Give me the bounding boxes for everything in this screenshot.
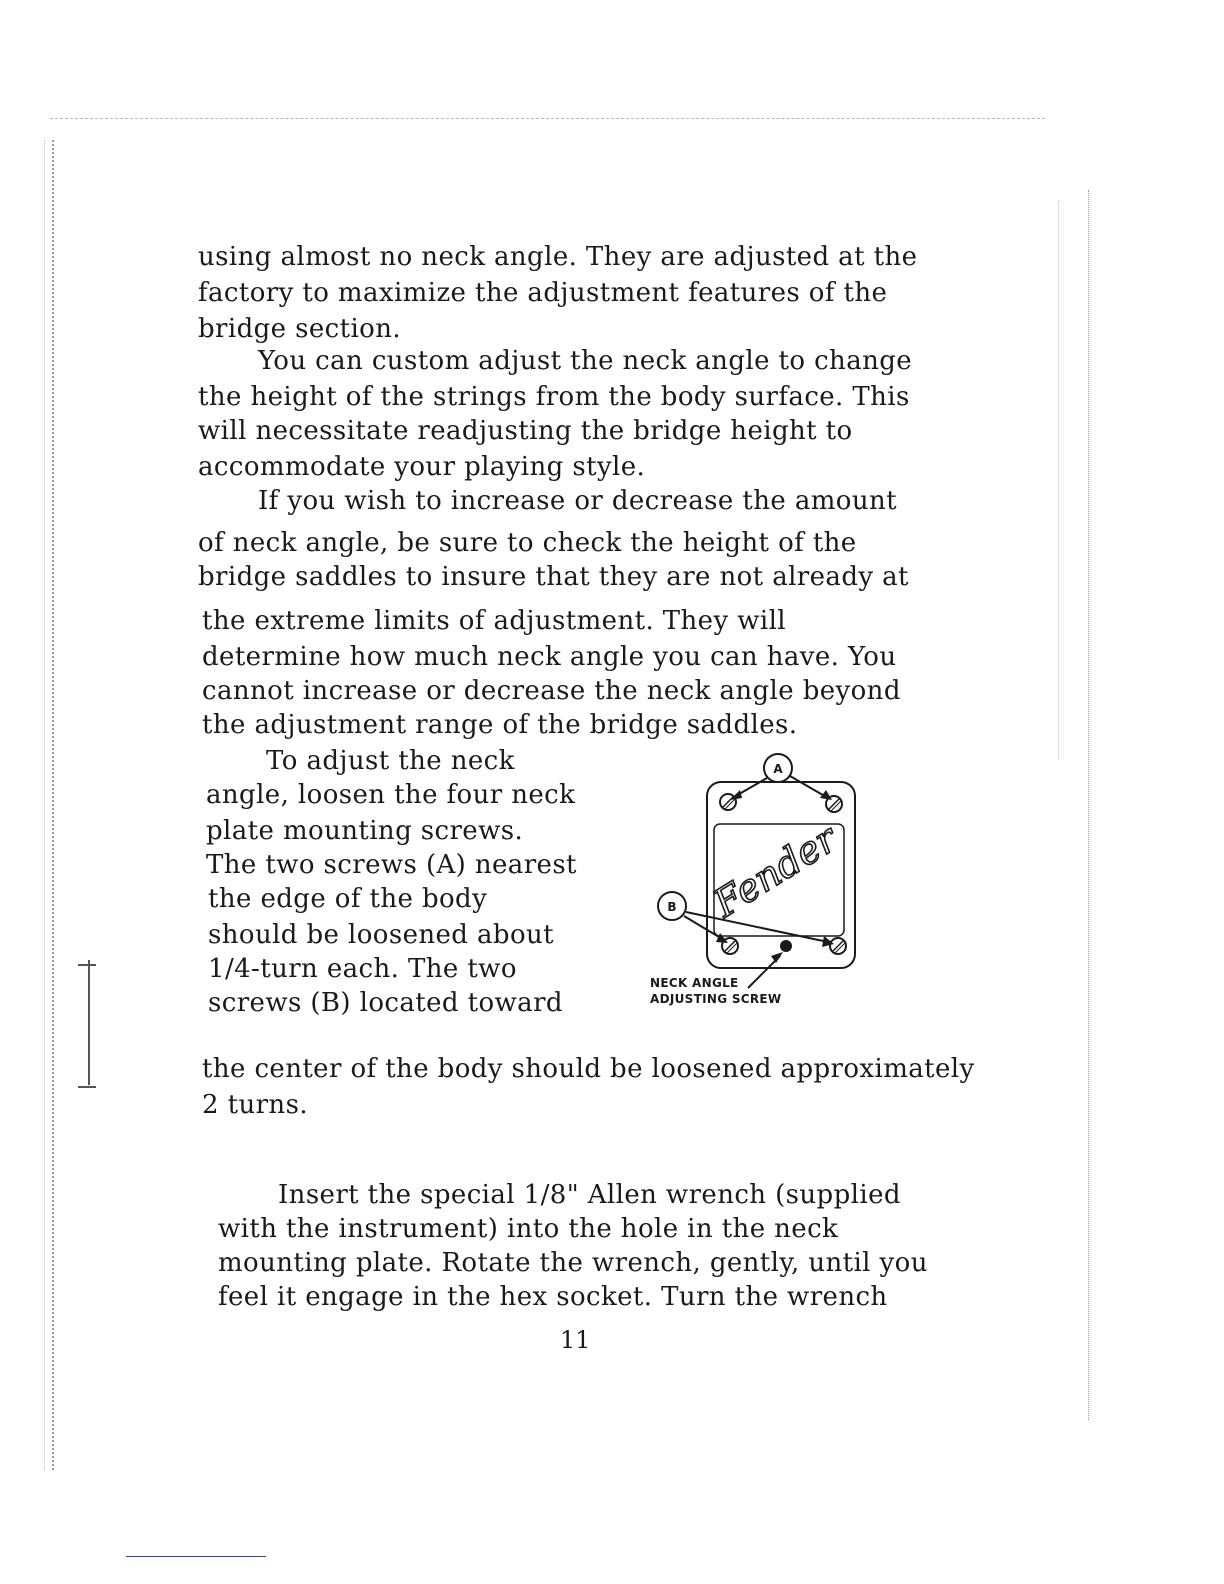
text-line: bridge saddles to insure that they are not already at bbox=[198, 562, 909, 592]
scan-edge-left bbox=[52, 140, 54, 1470]
bottom-rule bbox=[126, 1556, 266, 1557]
text-line: using almost no neck angle. They are adjusted at the bbox=[198, 242, 918, 272]
text-line: mounting plate. Rotate the wrench, gently, until you bbox=[218, 1248, 928, 1278]
fender-logo-text: Fender bbox=[705, 816, 845, 926]
scan-edge-right bbox=[1088, 190, 1089, 1420]
text-line: 2 turns. bbox=[202, 1090, 308, 1120]
text-line: the height of the strings from the body surface. This bbox=[198, 382, 910, 412]
text-line: cannot increase or decrease the neck angle beyond bbox=[202, 676, 901, 706]
text-line: screws (B) located toward bbox=[208, 988, 563, 1018]
text-line: factory to maximize the adjustment features of the bbox=[198, 278, 888, 308]
text-line: Insert the special 1/8" Allen wrench (supplied bbox=[278, 1180, 901, 1210]
screw-bottom-right bbox=[830, 938, 846, 954]
scan-edge-top bbox=[50, 118, 1045, 119]
text-line: feel it engage in the hex socket. Turn the wrench bbox=[218, 1282, 888, 1312]
text-line: the center of the body should be loosened approximately bbox=[202, 1054, 975, 1084]
text-line: of neck angle, be sure to check the height of the bbox=[198, 528, 857, 558]
scan-edge-left-shadow bbox=[44, 140, 45, 1470]
diagram-caption-line2: ADJUSTING SCREW bbox=[650, 992, 782, 1006]
text-line: The two screws (A) nearest bbox=[206, 850, 577, 880]
fender-logo bbox=[705, 815, 847, 927]
binder-mark bbox=[88, 960, 90, 1085]
arrowhead-adjusting-screw bbox=[771, 952, 783, 963]
callout-b-label: B bbox=[667, 900, 677, 914]
text-line: the extreme limits of adjustment. They will bbox=[202, 606, 786, 636]
diagram-caption-line1: NECK ANGLE bbox=[650, 976, 739, 990]
text-line: 1/4-turn each. The two bbox=[208, 954, 517, 984]
text-line: You can custom adjust the neck angle to change bbox=[258, 346, 913, 376]
binder-tick-bottom bbox=[78, 1086, 96, 1088]
text-line: plate mounting screws. bbox=[206, 816, 524, 846]
scan-edge-right-shadow bbox=[1058, 200, 1059, 760]
text-line: will necessitate readjusting the bridge height to bbox=[198, 416, 853, 446]
text-line: To adjust the neck bbox=[266, 746, 515, 776]
text-line: the edge of the body bbox=[208, 884, 488, 914]
callout-a-label: A bbox=[773, 762, 783, 776]
text-line: should be loosened about bbox=[208, 920, 554, 950]
arrow-a-right bbox=[790, 776, 828, 798]
binder-tick-top bbox=[78, 964, 96, 966]
text-line: bridge section. bbox=[198, 314, 402, 344]
page-number: 11 bbox=[560, 1326, 591, 1354]
text-line: the adjustment range of the bridge saddles. bbox=[202, 710, 798, 740]
text-line: with the instrument) into the hole in the neck bbox=[218, 1214, 839, 1244]
text-line: If you wish to increase or decrease the amount bbox=[258, 486, 897, 516]
text-line: accommodate your playing style. bbox=[198, 452, 646, 482]
text-line: determine how much neck angle you can have. You bbox=[202, 642, 897, 672]
text-line: angle, loosen the four neck bbox=[206, 780, 576, 810]
neck-angle-screw-hole bbox=[780, 940, 792, 952]
